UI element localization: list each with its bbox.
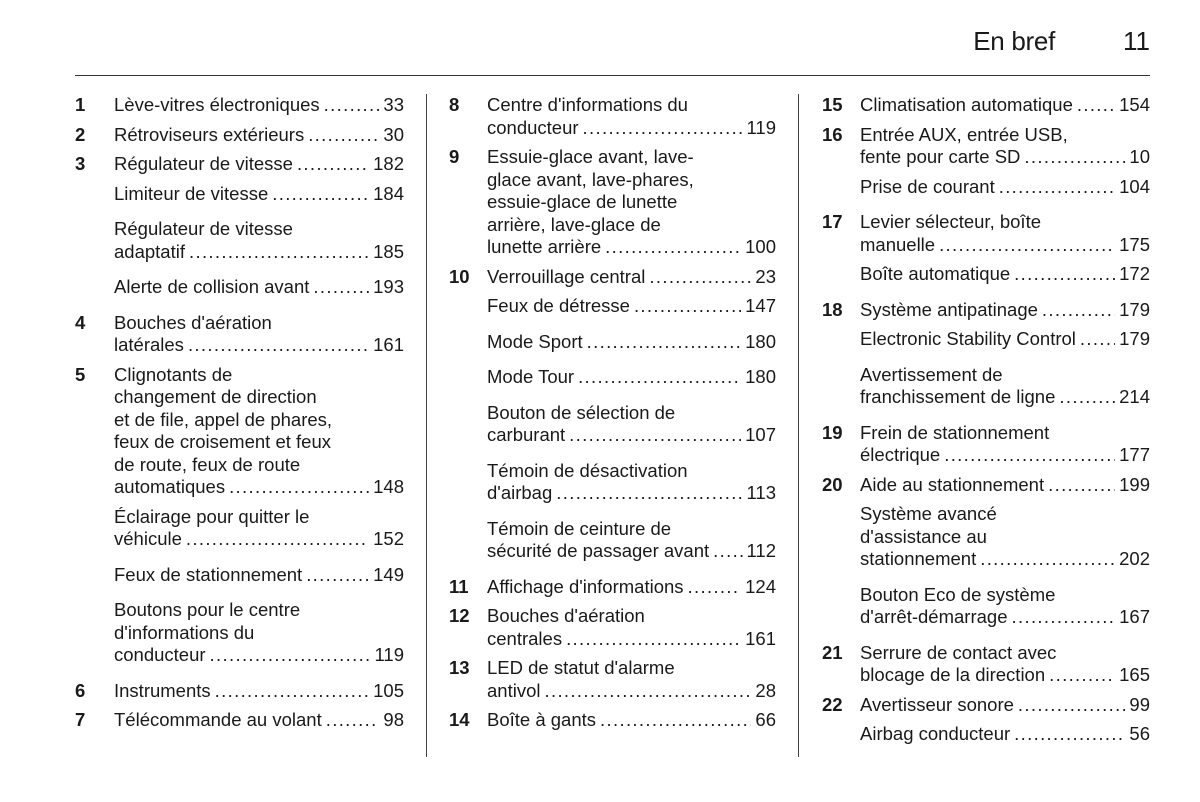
index-entry	[822, 503, 1150, 571]
entry-number: 4	[75, 311, 86, 333]
dot-leader	[186, 528, 369, 551]
entry-label: Boîte automatique	[860, 263, 1011, 284]
entry-text-line: Bouches d'aération	[487, 605, 645, 626]
entry-label: d'arrêt-démarrage	[860, 606, 1008, 627]
entry-leader-line	[860, 94, 1150, 117]
index-entry	[449, 460, 776, 505]
entry-number: 3	[75, 153, 86, 174]
entry-leader-line	[114, 709, 404, 732]
entry-page-link[interactable]: 105	[373, 679, 404, 701]
entry-label: adaptatif	[114, 240, 185, 262]
entry-leader-line	[860, 299, 1150, 322]
column-divider	[426, 94, 427, 757]
entry-leader-line	[487, 331, 776, 354]
entry-label: Electronic Stability Control	[860, 328, 1076, 349]
dot-leader	[688, 576, 742, 599]
index-entry	[449, 605, 776, 650]
section-title: En bref	[973, 26, 1055, 56]
index-entry	[449, 146, 776, 259]
index-entry	[822, 328, 1150, 351]
entry-leader-line	[860, 444, 1150, 467]
entry-label: automatiques	[114, 476, 226, 497]
entry-label: Climatisation automatique	[860, 94, 1073, 115]
entry-text-line: Entrée AUX, entrée USB,	[860, 123, 1068, 145]
index-entry	[822, 263, 1150, 286]
entry-page-link[interactable]: 167	[1119, 606, 1150, 627]
index-entry	[449, 576, 776, 599]
entry-page-link[interactable]: 119	[746, 116, 776, 138]
entry-text-line: changement de direction	[114, 386, 317, 407]
dot-leader	[569, 424, 741, 447]
entry-number: 16	[822, 123, 843, 145]
index-entry	[75, 312, 404, 357]
entry-number: 2	[75, 123, 86, 145]
entry-label: Prise de courant	[860, 175, 995, 197]
dot-leader	[210, 644, 371, 667]
entry-number: 21	[822, 641, 843, 663]
header-rule	[75, 75, 1150, 76]
entry-label: électrique	[860, 444, 941, 465]
entry-page-link[interactable]: 193	[373, 276, 404, 297]
entry-leader-line	[114, 564, 404, 587]
dot-leader	[566, 628, 741, 651]
index-entry	[75, 183, 404, 206]
entry-page-link[interactable]: 124	[745, 575, 776, 597]
entry-page-link[interactable]: 99	[1129, 693, 1150, 715]
entry-text-line: de route, feux de route	[114, 453, 301, 475]
entry-page-link[interactable]: 184	[373, 182, 404, 204]
index-entry	[822, 124, 1150, 169]
entry-page-link[interactable]: 100	[745, 236, 776, 257]
dot-leader	[272, 183, 369, 206]
index-entry	[449, 331, 776, 354]
entry-number: 6	[75, 679, 86, 701]
index-entry	[822, 364, 1150, 409]
entry-text-line: Régulateur de vitesse	[114, 218, 293, 239]
entry-page-link[interactable]: 66	[755, 709, 776, 730]
entry-leader-line	[114, 334, 404, 357]
entry-label: sécurité de passager avant	[487, 540, 710, 561]
index-entry	[822, 584, 1150, 629]
entry-leader-line	[487, 540, 776, 563]
entry-page-link[interactable]: 179	[1119, 328, 1150, 349]
dot-leader	[544, 680, 751, 703]
entry-page-link[interactable]: 28	[755, 679, 776, 701]
index-entry	[822, 422, 1150, 467]
dot-leader	[1012, 606, 1116, 629]
entry-page-link[interactable]: 112	[746, 540, 776, 561]
entry-label: Aide au stationnement	[860, 473, 1045, 495]
entry-number: 7	[75, 709, 86, 730]
entry-text-line: Levier sélecteur, boîte	[860, 211, 1041, 232]
entry-leader-line	[860, 474, 1150, 497]
entry-label: manuelle	[860, 233, 936, 255]
dot-leader	[649, 266, 751, 289]
entry-leader-line	[860, 694, 1150, 717]
dot-leader	[556, 482, 742, 505]
entry-leader-line	[114, 241, 404, 264]
index-entry	[75, 153, 404, 176]
entry-page-link[interactable]: 179	[1119, 298, 1150, 320]
dot-leader	[229, 476, 369, 499]
index-entry	[822, 176, 1150, 199]
entry-page-link[interactable]: 104	[1119, 175, 1150, 197]
index-entry	[75, 709, 404, 732]
entry-leader-line	[860, 263, 1150, 286]
dot-leader	[1080, 328, 1115, 351]
entry-label: blocage de la direction	[860, 664, 1046, 685]
entry-text-line: glace avant, lave-phares,	[487, 168, 694, 190]
entry-leader-line	[487, 117, 776, 140]
entry-label: Limiteur de vitesse	[114, 182, 269, 204]
dot-leader	[324, 94, 380, 117]
entry-label: Rétroviseurs extérieurs	[114, 123, 305, 145]
index-entry	[822, 642, 1150, 687]
entry-label: centrales	[487, 627, 563, 649]
entry-label: Mode Sport	[487, 330, 583, 352]
dot-leader	[188, 334, 369, 357]
index-entry	[449, 709, 776, 732]
dot-leader	[189, 241, 369, 264]
entry-leader-line	[114, 124, 404, 147]
entry-label: Mode Tour	[487, 366, 575, 387]
dot-leader	[313, 276, 369, 299]
entry-leader-line	[860, 664, 1150, 687]
entry-label: Régulateur de vitesse	[114, 153, 293, 174]
entry-leader-line	[487, 576, 776, 599]
entry-page-link[interactable]: 107	[745, 424, 776, 445]
index-column-1	[75, 94, 404, 739]
entry-text-line: Éclairage pour quitter le	[114, 505, 310, 527]
dot-leader	[1077, 94, 1115, 117]
entry-leader-line	[487, 680, 776, 703]
entry-leader-line	[487, 709, 776, 732]
entry-page-link[interactable]: 154	[1119, 94, 1150, 115]
index-entry	[75, 218, 404, 263]
dot-leader	[1024, 146, 1125, 169]
entry-page-link[interactable]: 113	[746, 482, 776, 503]
column-divider	[798, 94, 799, 757]
entry-page-link[interactable]: 177	[1119, 444, 1150, 465]
dot-leader	[999, 176, 1115, 199]
entry-label: véhicule	[114, 528, 182, 549]
dot-leader	[583, 117, 743, 140]
entry-leader-line	[860, 548, 1150, 571]
entry-text-line: Système avancé	[860, 503, 997, 524]
entry-leader-line	[114, 476, 404, 499]
entry-page-link[interactable]: 180	[745, 330, 776, 352]
entry-number: 9	[449, 146, 460, 167]
entry-label: carburant	[487, 424, 566, 445]
entry-page-link[interactable]: 149	[373, 563, 404, 585]
entry-page-link[interactable]: 98	[383, 709, 404, 730]
index-entry	[449, 94, 776, 139]
dot-leader	[1059, 386, 1115, 409]
entry-label: Feux de stationnement	[114, 563, 303, 585]
entry-leader-line	[860, 176, 1150, 199]
entry-page-link[interactable]: 199	[1119, 473, 1150, 495]
index-entry	[449, 366, 776, 389]
entry-page-link[interactable]: 56	[1129, 723, 1150, 744]
index-column-2	[449, 94, 776, 739]
index-entry	[75, 276, 404, 299]
entry-page-link[interactable]: 161	[745, 627, 776, 649]
dot-leader	[215, 680, 369, 703]
entry-number: 14	[449, 709, 470, 730]
dot-leader	[980, 548, 1115, 571]
entry-leader-line	[860, 386, 1150, 409]
entry-label: Alerte de collision avant	[114, 276, 310, 297]
entry-leader-line	[114, 94, 404, 117]
entry-text-line: LED de statut d'alarme	[487, 657, 675, 678]
entry-label: latérales	[114, 334, 184, 355]
entry-label: Système antipatinage	[860, 298, 1038, 320]
dot-leader	[939, 234, 1115, 257]
index-entry	[449, 657, 776, 702]
entry-number: 12	[449, 605, 470, 626]
index-entry	[449, 518, 776, 563]
entry-page-link[interactable]: 23	[755, 265, 776, 287]
entry-text-line: Bouton Eco de système	[860, 583, 1056, 605]
entry-leader-line	[487, 482, 776, 505]
index-entry	[75, 599, 404, 667]
dot-leader	[1018, 694, 1126, 717]
entry-number: 19	[822, 421, 843, 443]
entry-page-link[interactable]: 185	[373, 240, 404, 262]
entry-text-line: arrière, lave-glace de	[487, 213, 661, 235]
entry-page-link[interactable]: 10	[1129, 146, 1150, 167]
dot-leader	[1014, 263, 1115, 286]
dot-leader	[1048, 474, 1115, 497]
index-entry	[449, 266, 776, 289]
entry-number: 20	[822, 473, 843, 495]
dot-leader	[713, 540, 742, 563]
entry-leader-line	[114, 680, 404, 703]
entry-page-link[interactable]: 33	[383, 94, 404, 115]
entry-label: Airbag conducteur	[860, 723, 1011, 744]
entry-label: Télécommande au volant	[114, 709, 322, 730]
entry-label: Verrouillage central	[487, 265, 646, 287]
entry-page-link[interactable]: 161	[373, 334, 404, 355]
entry-leader-line	[114, 183, 404, 206]
index-column-3	[822, 94, 1150, 759]
dot-leader	[1049, 664, 1115, 687]
entry-label: conducteur	[487, 116, 579, 138]
entry-number: 1	[75, 94, 86, 115]
entry-leader-line	[114, 153, 404, 176]
entry-number: 18	[822, 298, 843, 320]
entry-label: conducteur	[114, 644, 206, 665]
page-header	[75, 24, 1150, 64]
index-entry	[75, 364, 404, 499]
entry-page-link[interactable]: 30	[383, 123, 404, 145]
entry-leader-line	[860, 606, 1150, 629]
entry-label: Lève-vitres électroniques	[114, 94, 320, 115]
entry-label: d'airbag	[487, 482, 553, 503]
dot-leader	[578, 366, 741, 389]
entry-text-line: Frein de stationnement	[860, 421, 1050, 443]
index-entry	[822, 474, 1150, 497]
entry-text-line: Témoin de ceinture de	[487, 517, 672, 539]
entry-page-link[interactable]: 172	[1119, 263, 1150, 284]
dot-leader	[944, 444, 1115, 467]
entry-text-line: Essuie-glace avant, lave-	[487, 146, 694, 167]
entry-leader-line	[114, 528, 404, 551]
entry-number: 8	[449, 94, 460, 115]
index-entry	[822, 723, 1150, 746]
entry-label: fente pour carte SD	[860, 146, 1021, 167]
entry-page-link[interactable]: 152	[373, 528, 404, 549]
entry-text-line: et de file, appel de phares,	[114, 408, 333, 430]
entry-number: 10	[449, 265, 470, 287]
entry-label: antivol	[487, 679, 541, 701]
dot-leader	[306, 564, 369, 587]
entry-leader-line	[487, 295, 776, 318]
entry-text-line: feux de croisement et feux	[114, 431, 331, 452]
entry-text-line: Bouches d'aération	[114, 311, 272, 333]
entry-leader-line	[860, 328, 1150, 351]
entry-page-link[interactable]: 119	[374, 644, 404, 665]
entry-page-link[interactable]: 182	[373, 153, 404, 174]
dot-leader	[297, 153, 369, 176]
entry-label: franchissement de ligne	[860, 386, 1056, 407]
entry-page-link[interactable]: 165	[1119, 664, 1150, 685]
entry-label: lunette arrière	[487, 236, 602, 257]
entry-leader-line	[487, 236, 776, 259]
index-entry	[75, 124, 404, 147]
entry-leader-line	[860, 723, 1150, 746]
entry-number: 13	[449, 657, 470, 678]
entry-number: 15	[822, 94, 843, 115]
dot-leader	[308, 124, 379, 147]
entry-page-link[interactable]: 180	[745, 366, 776, 387]
entry-label: Avertisseur sonore	[860, 693, 1014, 715]
index-entry	[75, 506, 404, 551]
index-entry	[449, 295, 776, 318]
index-entry	[449, 402, 776, 447]
index-entry	[822, 694, 1150, 717]
entry-number: 5	[75, 363, 86, 385]
entry-label: Instruments	[114, 679, 211, 701]
entry-page-link[interactable]: 147	[745, 295, 776, 316]
entry-text-line: d'assistance au	[860, 525, 987, 547]
entry-leader-line	[487, 628, 776, 651]
entry-text-line: Bouton de sélection de	[487, 401, 676, 423]
entry-label: Affichage d'informations	[487, 575, 684, 597]
index-entry	[822, 299, 1150, 322]
entry-leader-line	[114, 276, 404, 299]
page-number: 11	[1123, 26, 1150, 56]
index-entry	[75, 94, 404, 117]
entry-text-line: Clignotants de	[114, 363, 233, 385]
entry-leader-line	[114, 644, 404, 667]
dot-leader	[587, 331, 741, 354]
index-entry	[75, 564, 404, 587]
entry-page-link[interactable]: 202	[1119, 548, 1150, 569]
dot-leader	[1014, 723, 1125, 746]
entry-number: 22	[822, 693, 843, 715]
entry-number: 17	[822, 211, 843, 232]
entry-label: Boîte à gants	[487, 709, 597, 730]
entry-text-line: essuie-glace de lunette	[487, 191, 678, 212]
entry-text-line: Serrure de contact avec	[860, 641, 1057, 663]
entry-number: 11	[449, 575, 469, 597]
dot-leader	[326, 709, 380, 732]
dot-leader	[605, 236, 741, 259]
entry-text-line: Avertissement de	[860, 363, 1003, 385]
entry-page-link[interactable]: 148	[373, 476, 404, 497]
entry-text-line: Boutons pour le centre	[114, 599, 301, 620]
index-entry	[822, 211, 1150, 256]
entry-page-link[interactable]: 175	[1119, 233, 1150, 255]
index-entry	[822, 94, 1150, 117]
entry-text-line: d'informations du	[114, 621, 255, 643]
entry-leader-line	[487, 266, 776, 289]
entry-leader-line	[860, 146, 1150, 169]
entry-leader-line	[487, 366, 776, 389]
entry-label: stationnement	[860, 548, 977, 569]
dot-leader	[600, 709, 751, 732]
entry-text-line: Témoin de désactivation	[487, 459, 688, 481]
entry-leader-line	[487, 424, 776, 447]
index-entry	[75, 680, 404, 703]
entry-page-link[interactable]: 214	[1119, 386, 1150, 407]
dot-leader	[1042, 299, 1115, 322]
entry-label: Feux de détresse	[487, 295, 630, 316]
entry-leader-line	[860, 234, 1150, 257]
dot-leader	[634, 295, 741, 318]
entry-text-line: Centre d'informations du	[487, 94, 688, 115]
